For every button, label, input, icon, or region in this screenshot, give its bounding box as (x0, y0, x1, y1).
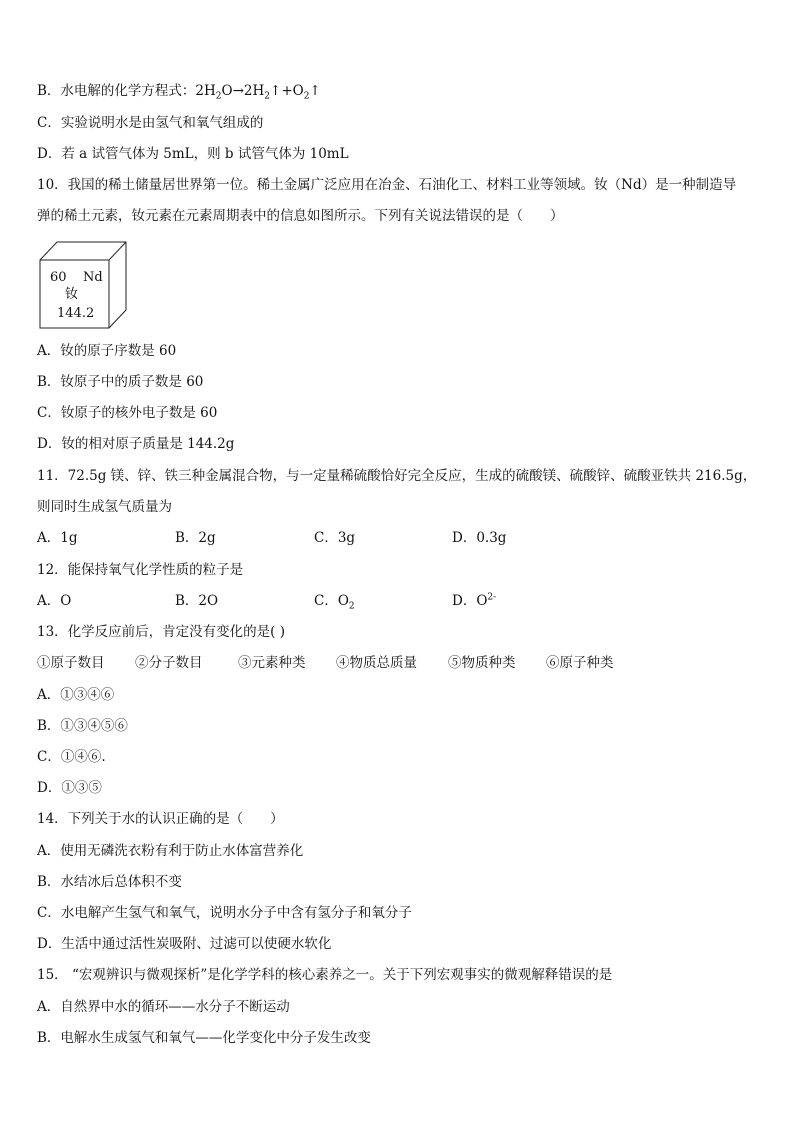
q11-option-d: D．0.3g (452, 530, 507, 546)
q15-stem: 15． “宏观辨识与微观探析”是化学学科的核心素养之一。关于下列宏观事实的微观解释错误的是 (37, 967, 613, 983)
q13-stem: 13．化学反应前后，肯定没有变化的是( ) (37, 624, 286, 640)
element-atomic-number: 60 (50, 270, 67, 285)
element-atomic-mass: 144.2 (57, 306, 95, 321)
q12-option-b: B．2O (175, 593, 219, 609)
q11-option-b: B．2g (175, 530, 216, 546)
q11-stem-line2: 则同时生成氢气质量为 (37, 499, 172, 515)
q15-option-b: B．电解水生成氢气和氧气——化学变化中分子发生改变 (37, 1030, 371, 1046)
q11-option-c: C．3g (314, 530, 356, 546)
q13-option-d: D．①③⑤ (37, 780, 102, 796)
q10-option-a: A．钕的原子序数是 60 (37, 343, 177, 359)
element-name: 钕 (65, 287, 79, 302)
q9-option-d: D．若 a 试管气体为 5mL，则 b 试管气体为 10mL (37, 146, 349, 162)
q10-option-d: D．钕的相对原子质量是 144.2g (37, 436, 235, 452)
q14-stem: 14．下列关于水的认识正确的是（ ） (37, 811, 284, 827)
q10-option-b: B．钕原子中的质子数是 60 (37, 374, 204, 390)
q14-option-d: D．生活中通过活性炭吸附、过滤可以使硬水软化 (37, 936, 332, 952)
q14-option-b: B．水结冰后总体积不变 (37, 874, 182, 890)
q14-option-c: C．水电解产生氢气和氧气，说明水分子中含有氢分子和氧分子 (37, 905, 412, 921)
q12-option-a: A．O (37, 593, 72, 609)
q10-stem-line2: 弹的稀土元素，钕元素在元素周期表中的信息如图所示。下列有关说法错误的是（ ） (37, 208, 564, 224)
q10-option-c: C．钕原子的核外电子数是 60 (37, 405, 218, 421)
q9-option-c: C．实验说明水是由氢气和氧气组成的 (37, 115, 264, 131)
q13-item: ③元素种类 (238, 655, 306, 671)
q11-stem-line1: 11．72.5g 镁、锌、铁三种金属混合物，与一定量稀硫酸恰好完全反应，生成的硫酸镁、硫酸锌、硫酸亚铁共 216.5g， (37, 468, 757, 484)
q13-item: ④物质总质量 (336, 655, 417, 671)
q10-stem-line1: 10．我国的稀土储量居世界第一位。稀土金属广泛应用在冶金、石油化工、材料工业等领域。钕（Nd）是一种制造导 (37, 177, 737, 193)
q13-item: ⑤物质种类 (448, 655, 516, 671)
element-card (37, 240, 129, 330)
q14-option-a: A．使用无磷洗衣粉有利于防止水体富营养化 (37, 843, 304, 859)
q13-option-b: B．①③④⑤⑥ (37, 718, 128, 734)
q11-option-a: A．1g (37, 530, 78, 546)
q15-option-a: A．自然界中水的循环——水分子不断运动 (37, 999, 290, 1015)
element-symbol: Nd (83, 270, 103, 285)
q13-item: ①原子数目 (37, 655, 105, 671)
q9-option-b: B．水电解的化学方程式：$2H_2O\to 2H_2↑+O_2↑$ (37, 83, 321, 102)
q12-stem: 12．能保持氧气化学性质的粒子是 (37, 562, 244, 578)
q12-option-c: C．$O_2$ (314, 593, 355, 612)
q13-option-c: C．①④⑥. (37, 749, 106, 765)
q13-item: ②分子数目 (135, 655, 203, 671)
q12-option-d: D．$O^{2-}$ (452, 592, 497, 609)
q13-item: ⑥原子种类 (546, 655, 614, 671)
q13-option-a: A．①③④⑥ (37, 687, 115, 703)
